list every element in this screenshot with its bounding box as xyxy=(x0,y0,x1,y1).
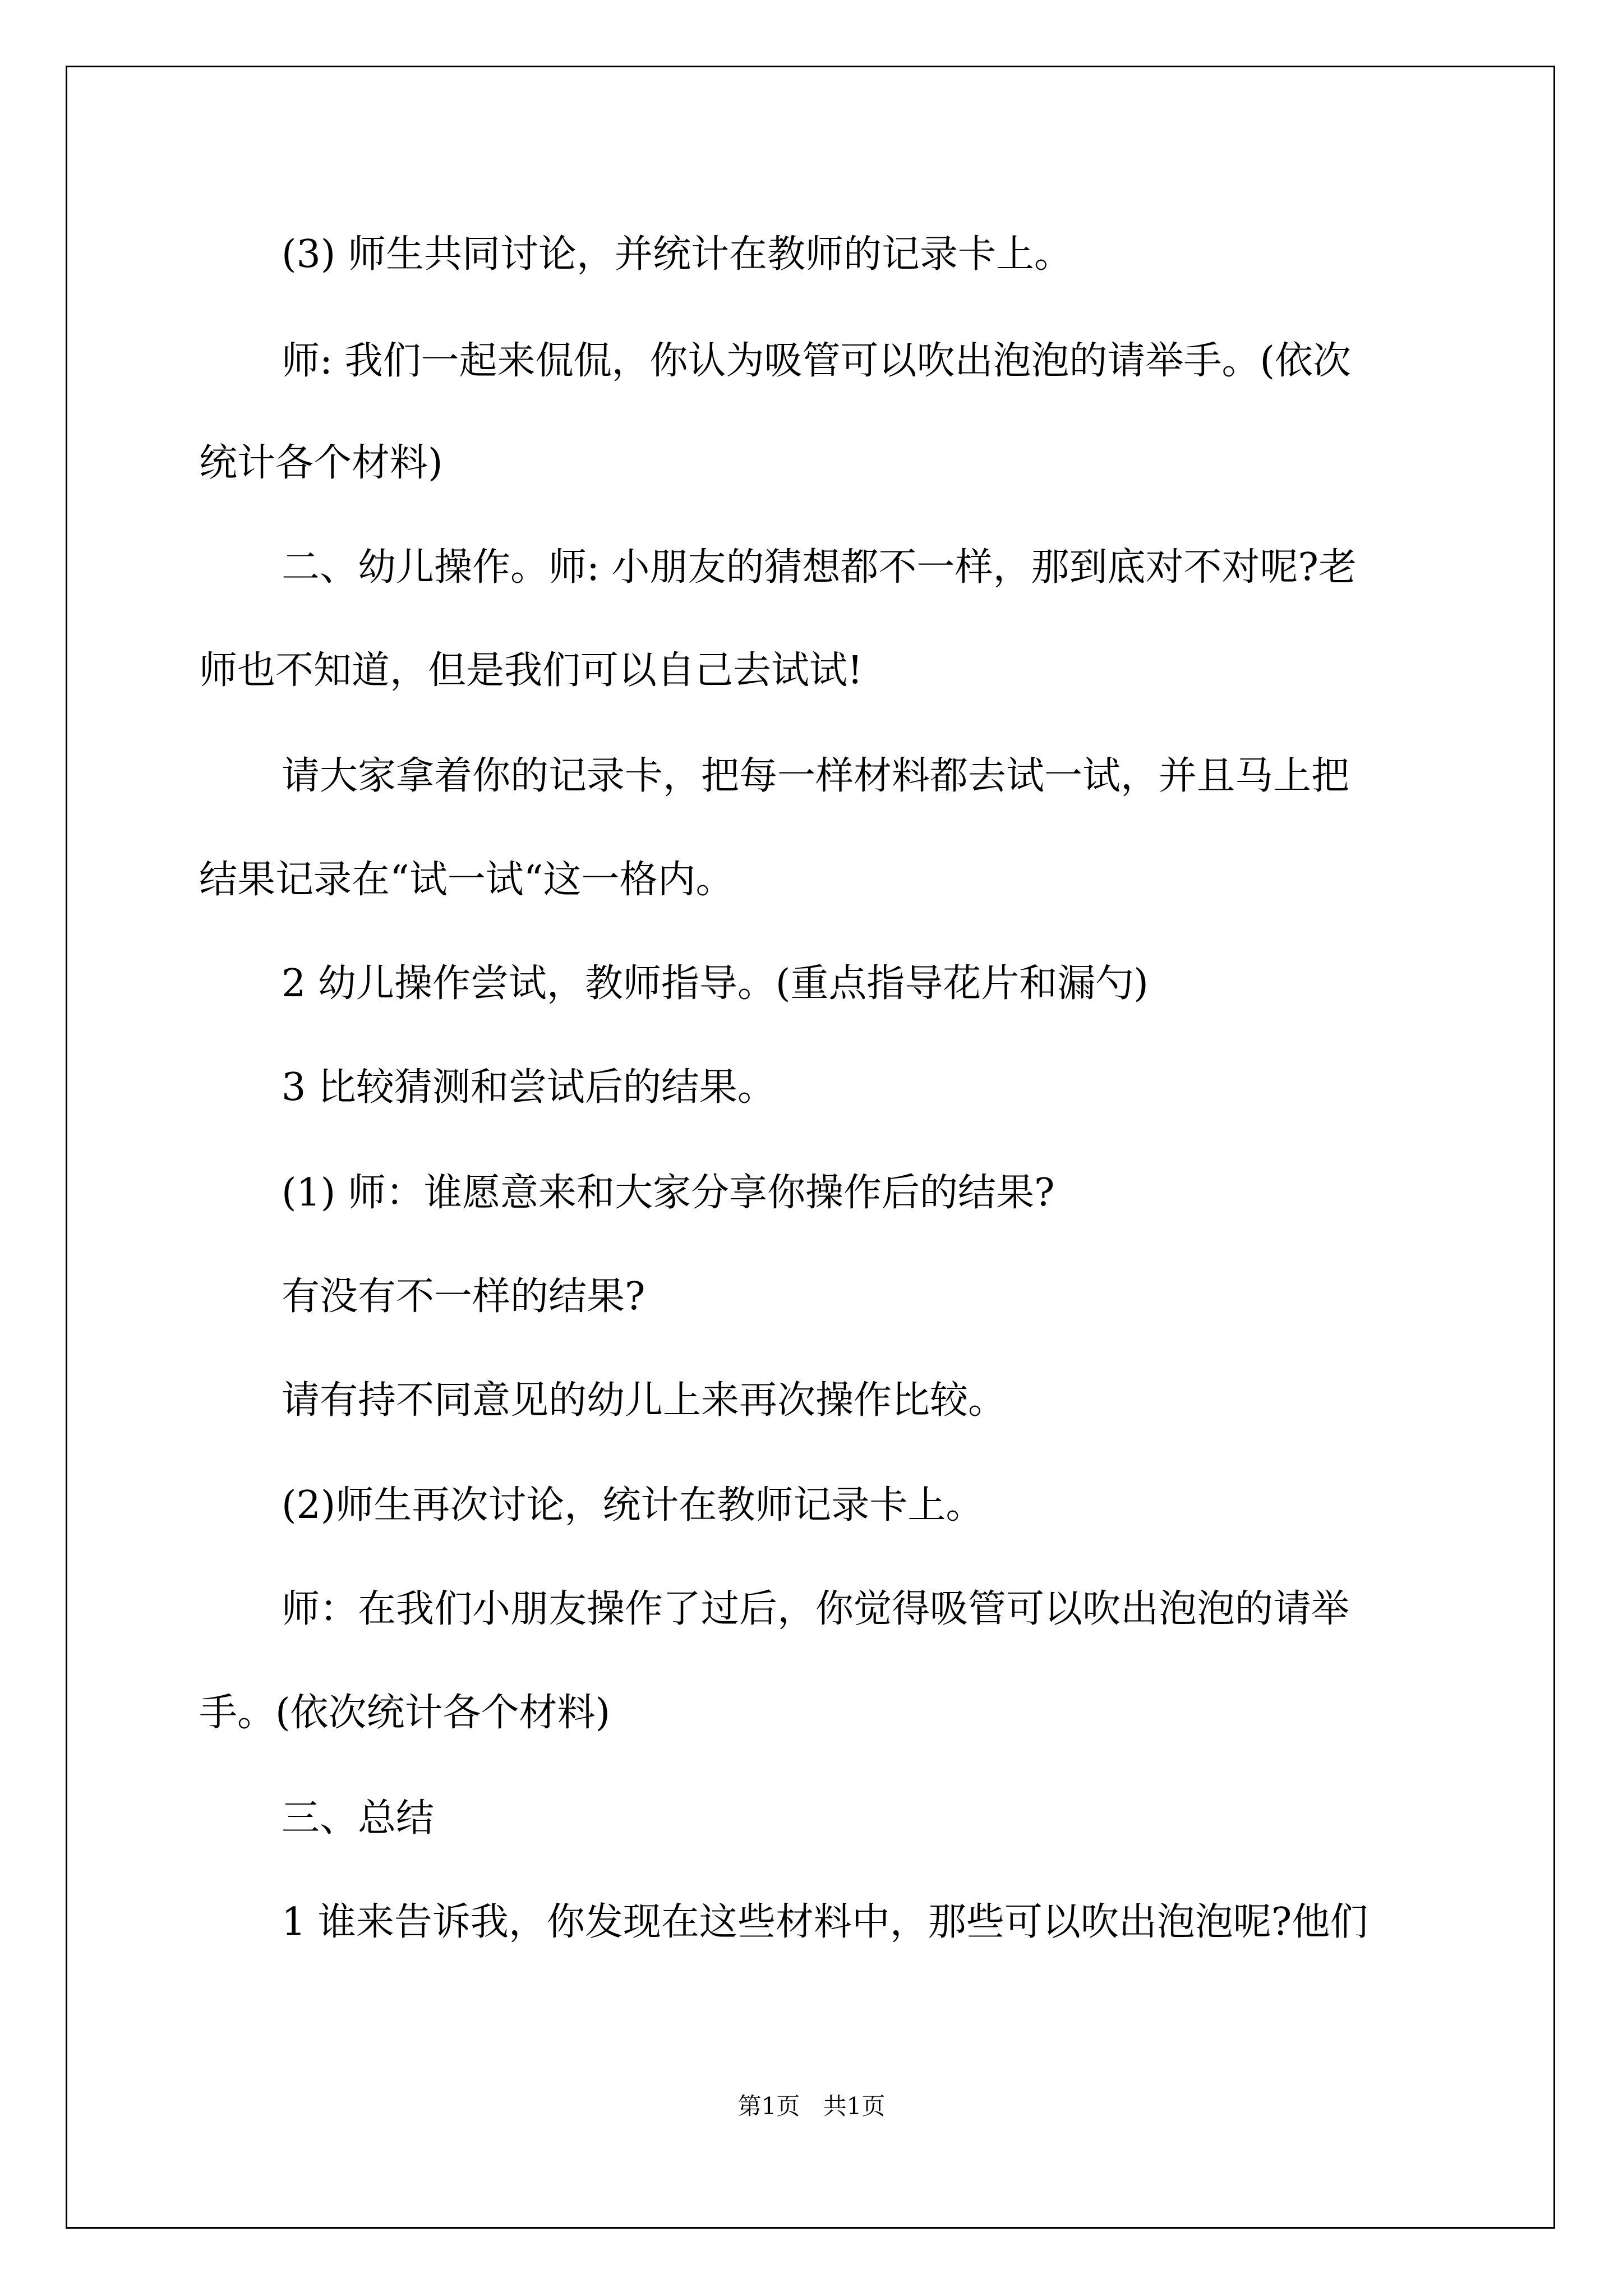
paragraph-line: 请大家拿着你的记录卡，把每一样材料都去试一试，并且马上把 xyxy=(282,754,1350,798)
paragraph-line: (1) 师：谁愿意来和大家分享你操作后的结果? xyxy=(282,1171,1055,1215)
paragraph-line: 二、幼儿操作。师: 小朋友的猜想都不一样，那到底对不对呢?老 xyxy=(282,545,1357,590)
paragraph-line: 有没有不一样的结果? xyxy=(282,1274,645,1319)
page-footer xyxy=(0,2092,1623,2120)
paragraph-line: (3) 师生共同讨论，并统计在教师的记录卡上。 xyxy=(282,232,1072,277)
paragraph-line: 统计各个材料) xyxy=(199,441,443,485)
paragraph-line: 结果记录在“试一试“这一格内。 xyxy=(199,858,734,902)
paragraph-line: 师：在我们小朋友操作了过后，你觉得吸管可以吹出泡泡的请举 xyxy=(282,1587,1350,1631)
paragraph-line: 1 谁来告诉我，你发现在这些材料中，那些可以吹出泡泡呢?他们 xyxy=(282,1900,1368,1944)
paragraph-line: 手。(依次统计各个材料) xyxy=(199,1691,611,1735)
paragraph-line: 3 比较猜测和尝试后的结果。 xyxy=(282,1065,776,1110)
paragraph-line: 请有持不同意见的幼儿上来再次操作比较。 xyxy=(282,1378,1007,1423)
paragraph-line: 师也不知道，但是我们可以自己去试试! xyxy=(199,648,863,693)
paragraph-line: (2)师生再次讨论，统计在教师记录卡上。 xyxy=(282,1483,984,1527)
paragraph-line: 师: 我们一起来侃侃，你认为吸管可以吹出泡泡的请举手。(依次 xyxy=(282,339,1352,383)
page-total: 共1页 xyxy=(823,2092,886,2120)
page-number: 第1页 xyxy=(737,2092,800,2120)
paragraph-line: 三、总结 xyxy=(282,1796,435,1841)
paragraph-line: 2 幼儿操作尝试，教师指导。(重点指导花片和漏勺) xyxy=(282,961,1149,1006)
